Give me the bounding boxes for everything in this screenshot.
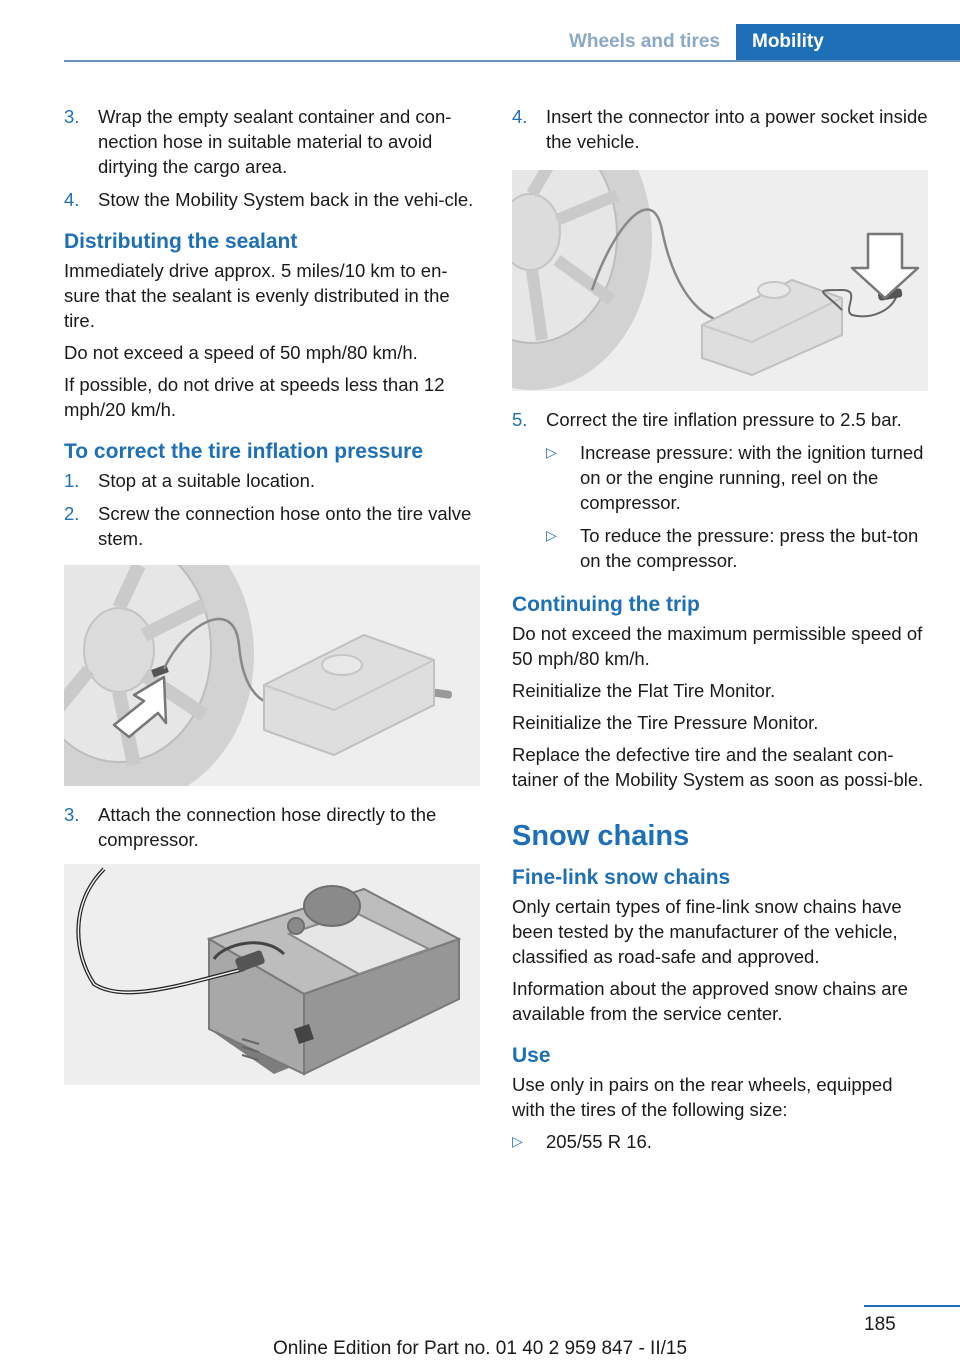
step-number: 4. xyxy=(512,106,528,127)
chapter-tab: Mobility xyxy=(736,24,960,60)
sub-bullet-text: Increase pressure: with the ignition turned on or the engine running, reel on the compressor. xyxy=(580,442,924,513)
paragraph: Information about the approved snow chains are available from the service center. xyxy=(512,978,908,1024)
figure-power-socket-connector xyxy=(512,170,928,391)
edition-footer: Online Edition for Part no. 01 40 2 959 847 - II/15 xyxy=(272,1338,688,1359)
list-item-text: 205/55 R 16. xyxy=(546,1131,652,1152)
triangle-bullet-icon: ▷ xyxy=(512,1133,523,1149)
step-number: 1. xyxy=(64,470,80,491)
page-number: 185 xyxy=(864,1314,896,1335)
list-item xyxy=(512,1129,928,1154)
chapter-heading: Snow chains xyxy=(512,820,690,852)
right-column xyxy=(512,104,928,1162)
step-item xyxy=(512,104,928,154)
step-item xyxy=(512,407,928,432)
figure-tire-valve-hose xyxy=(64,565,480,786)
step-text: Stow the Mobility System back in the vehi-cle. xyxy=(98,189,474,210)
header-rule xyxy=(64,60,960,62)
figure-compressor-hose xyxy=(64,864,480,1085)
step-item xyxy=(64,802,480,852)
step-text: Insert the connector into a power socket inside the vehicle. xyxy=(546,106,928,152)
step-text: Stop at a suitable location. xyxy=(98,470,316,491)
paragraph: Only certain types of fine-link snow chains have been tested by the manufacturer of the vehicle, classified as road-safe and approved. xyxy=(512,896,902,967)
step-text: Correct the tire inflation pressure to 2.5 bar. xyxy=(546,409,902,430)
sub-bullet-text: To reduce the pressure: press the but-ton on the compressor. xyxy=(580,525,919,571)
paragraph: Use only in pairs on the rear wheels, equipped with the tires of the following size: xyxy=(512,1074,893,1120)
section-heading: Fine-link snow chains xyxy=(512,866,731,889)
step-item xyxy=(64,187,480,212)
section-heading: Continuing the trip xyxy=(512,593,700,616)
section-tab: Wheels and tires xyxy=(569,31,720,52)
step-text: Screw the connection hose onto the tire valve stem. xyxy=(98,503,472,549)
paragraph: Immediately drive approx. 5 miles/10 km to en-sure that the sealant is evenly distributed in the tire. xyxy=(64,260,450,331)
sub-bullet xyxy=(546,523,928,573)
paragraph: Replace the defective tire and the sealant con-tainer of the Mobility System as soon as possi-ble. xyxy=(512,744,924,790)
step-item xyxy=(64,501,480,551)
step-text: Attach the connection hose directly to the compressor. xyxy=(98,804,437,850)
paragraph: Reinitialize the Flat Tire Monitor. xyxy=(512,680,776,701)
section-heading: Distributing the sealant xyxy=(64,230,298,253)
triangle-bullet-icon: ▷ xyxy=(546,444,557,460)
footer-rule xyxy=(864,1305,960,1307)
step-number: 5. xyxy=(512,409,528,430)
paragraph: Reinitialize the Tire Pressure Monitor. xyxy=(512,712,819,733)
sub-bullet xyxy=(546,440,928,515)
paragraph: If possible, do not drive at speeds less than 12 mph/20 km/h. xyxy=(64,374,445,420)
step-item xyxy=(64,104,480,179)
step-number: 4. xyxy=(64,189,80,210)
section-heading: Use xyxy=(512,1044,551,1067)
step-item xyxy=(64,468,480,493)
triangle-bullet-icon: ▷ xyxy=(546,527,557,543)
paragraph: Do not exceed a speed of 50 mph/80 km/h. xyxy=(64,342,418,363)
step-number: 2. xyxy=(64,503,80,524)
step-number: 3. xyxy=(64,804,80,825)
page-header xyxy=(64,24,960,62)
left-column xyxy=(64,104,480,1101)
step-text: Wrap the empty sealant container and con-nection hose in suitable material to avoid dirtying the cargo area. xyxy=(98,106,452,177)
paragraph: Do not exceed the maximum permissible speed of 50 mph/80 km/h. xyxy=(512,623,923,669)
section-heading: To correct the tire inflation pressure xyxy=(64,440,424,463)
step-number: 3. xyxy=(64,106,80,127)
